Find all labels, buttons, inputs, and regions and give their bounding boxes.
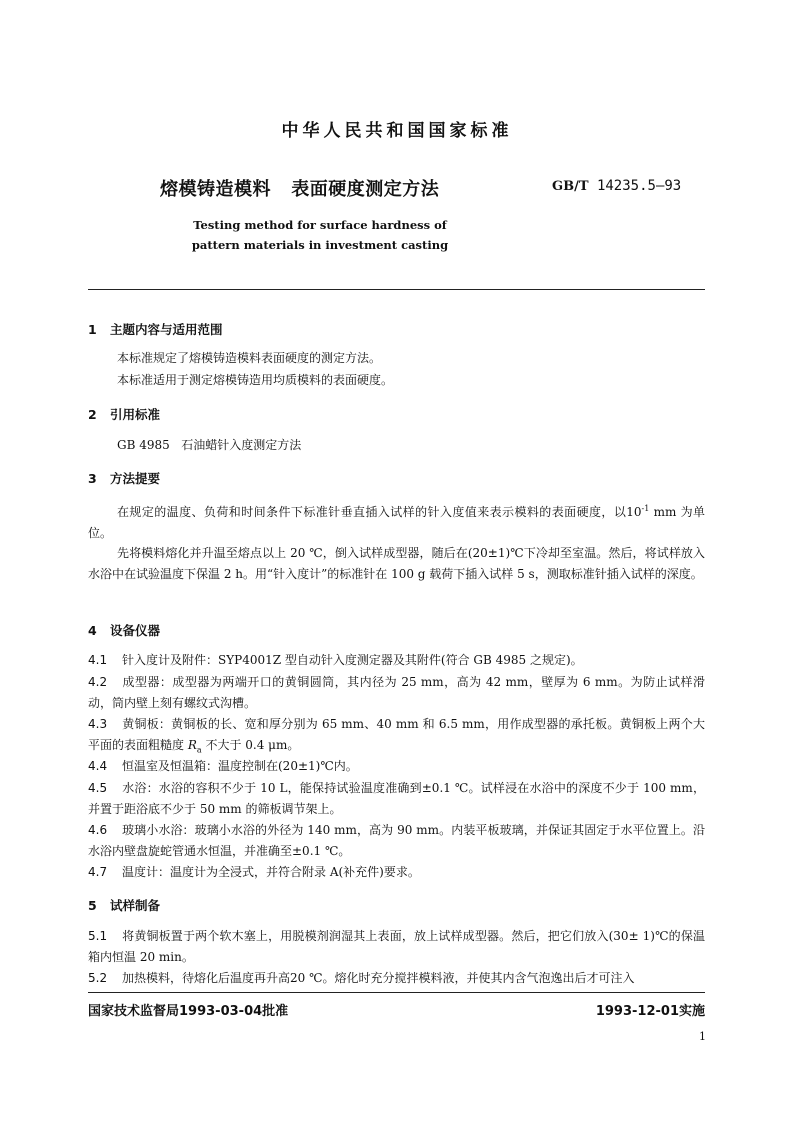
section-5-heading [88,896,160,914]
clause-number: 4.6 [88,823,108,837]
paragraph [88,498,705,544]
section-title: 引用标准 [110,407,161,422]
section-title: 设备仪器 [110,623,161,638]
section-number: 1 [88,322,97,337]
section-1-heading [88,320,223,338]
clause-4-2 [88,672,705,714]
page-number: 1 [699,1030,706,1043]
english-title-line2: pattern materials in investment casting [191,238,449,252]
section-number: 2 [88,407,97,422]
section-number: 5 [88,898,97,913]
roughness-symbol: R [187,738,197,752]
reference-standard: GB 4985 石油蜡针入度测定方法 [117,438,302,452]
section-4-heading [88,621,160,639]
effective-date: 1993-12-01实施 [595,1004,705,1019]
clause-text: 黄铜板：黄铜板的长、宽和厚分别为 65 mm、40 mm 和 6.5 mm，用作成型器的承托板。黄铜板上两个大平面的表面粗糙度 [88,717,705,752]
issuing-country-standard-heading: 中华人民共和国国家标准 [281,121,513,141]
english-title-line1: Testing method for surface hardness of [193,218,447,232]
clause-number: 4.7 [88,865,108,879]
footer-divider [88,992,705,993]
clause-number: 5.2 [88,971,108,985]
clause-5-1 [88,926,705,968]
clause-4-1 [88,650,705,671]
clause-4-5 [88,778,705,820]
standard-prefix: GB/T [552,179,589,194]
standard-number [552,178,681,194]
roughness-subscript: a [196,745,202,755]
paragraph: 本标准适用于测定熔模铸造用均质模料的表面硬度。 [117,373,394,387]
paragraph-text: mm 为单位。 [88,505,705,540]
clause-4-4 [88,756,705,777]
standard-code: 14235.5—93 [596,178,682,194]
section-number: 4 [88,623,97,638]
clause-4-3 [88,714,705,760]
clause-text: 玻璃小水浴：玻璃小水浴的外径为 140 mm，高为 90 mm。内装平板玻璃，并保证其固定于水平位置上。沿水浴内壁盘旋蛇管通水恒温，并准确至±0.1 ℃。 [88,823,705,858]
document-title: 熔模铸造模料 表面硬度测定方法 [160,179,440,200]
clause-number: 4.3 [88,717,108,731]
clause-text: 温度计：温度计为全浸式，并符合附录 A(补充件)要求。 [122,865,420,879]
section-title: 主题内容与适用范围 [110,322,223,337]
unit-base: 10 [626,505,642,519]
section-2-heading [88,405,160,423]
section-3-heading [88,469,160,487]
paragraph-text: 在规定的温度、负荷和时间条件下标准针垂直插入试样的针入度值来表示模料的表面硬度，以 [117,505,627,519]
clause-text: 成型器：成型器为两端开口的黄铜圆筒，其内径为 25 mm，高为 42 mm，壁厚为 6 mm。为防止试样滑动，筒内壁上刻有螺纹式沟槽。 [88,675,705,710]
clause-number: 4.5 [88,781,108,795]
clause-text: 恒温室及恒温箱：温度控制在(20±1)℃内。 [122,759,358,773]
section-title: 试样制备 [110,898,161,913]
clause-text: 不大于 0.4 μm。 [201,738,300,752]
paragraph: 先将模料熔化并升温至熔点以上 20 ℃，倒入试样成型器，随后在(20±1)℃下冷却至室温。然后，将试样放入水浴中在试验温度下保温 2 h。用“针入度计”的标准针在 100 g 载荷下插入试样 5 s，测取标准针插入试样的深度。 [88,546,705,581]
clause-number: 4.2 [88,675,108,689]
clause-number: 5.1 [88,929,108,943]
header-divider [88,289,705,290]
section-number: 3 [88,471,97,486]
clause-4-7 [88,862,705,883]
clause-5-2 [88,968,705,989]
unit-exponent: -1 [641,504,650,513]
section-title: 方法提要 [110,471,161,486]
clause-number: 4.4 [88,759,108,773]
approval-date: 国家技术监督局1993-03-04批准 [88,1004,289,1019]
clause-number: 4.1 [88,653,108,667]
clause-4-6 [88,820,705,862]
clause-text: 将黄铜板置于两个软木塞上，用脱模剂润湿其上表面，放上试样成型器。然后，把它们放入(30± 1)℃的保温箱内恒温 20 min。 [88,929,705,964]
clause-text: 针入度计及附件：SYP4001Z 型自动针入度测定器及其附件(符合 GB 4985 之规定)。 [122,653,583,667]
clause-text: 加热模料，待熔化后温度再升高20 ℃。熔化时充分搅拌模料液，并使其内含气泡逸出后才可注入 [122,971,635,985]
paragraph: 本标准规定了熔模铸造模料表面硬度的测定方法。 [117,351,382,365]
clause-text: 水浴：水浴的容积不少于 10 L，能保持试验温度准确到±0.1 ℃。试样浸在水浴中的深度不少于 100 mm，并置于距浴底不少于 50 mm 的筛板调节架上。 [88,781,705,816]
